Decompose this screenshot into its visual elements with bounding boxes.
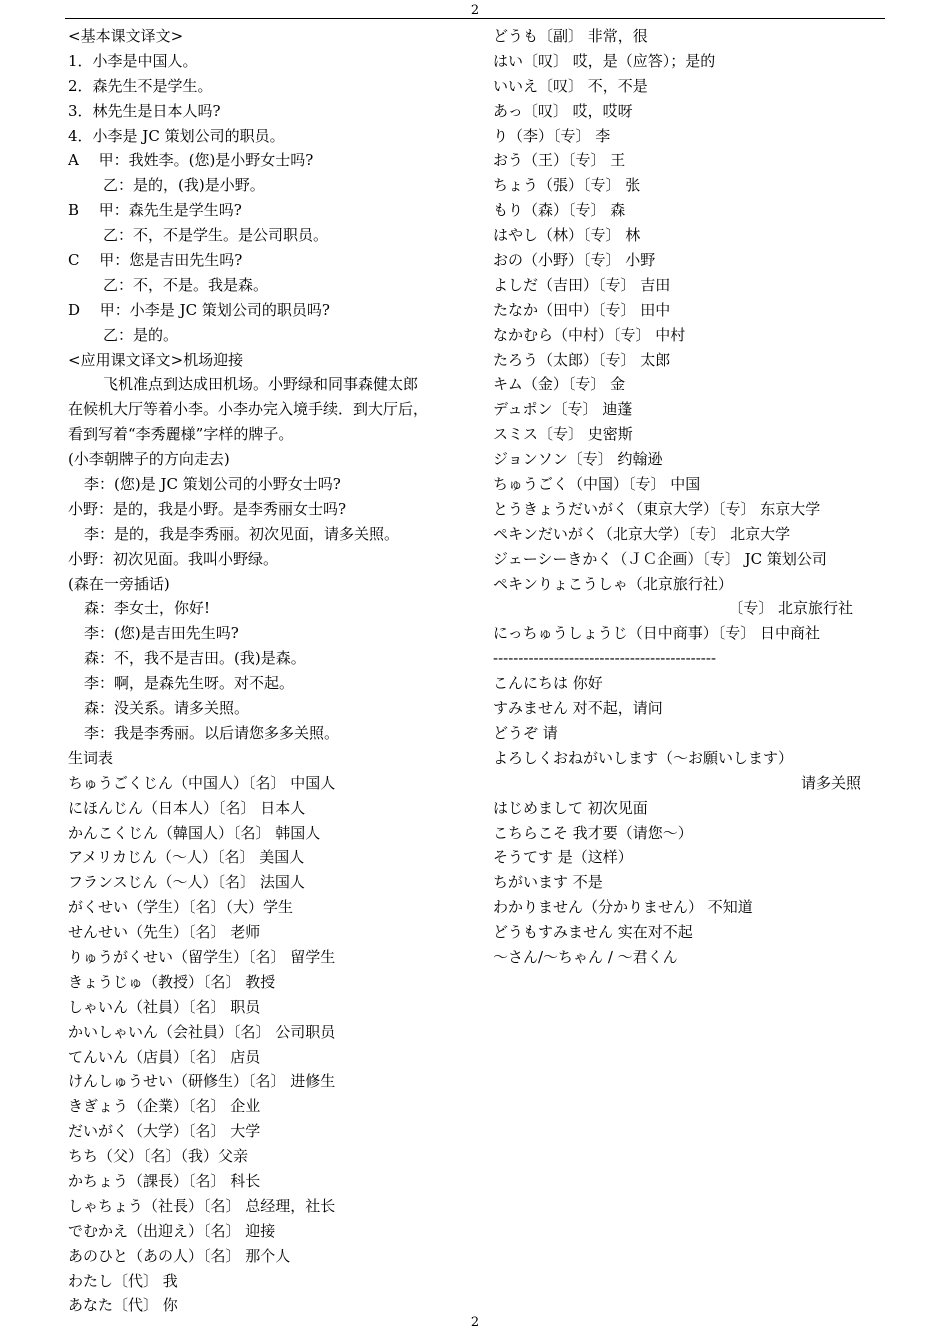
right-text-line: ジェーシーきかく（ＪＣ企画）〔专〕 JC 策划公司 bbox=[493, 549, 827, 568]
left-text-line: 李：(您)是吉田先生吗? bbox=[84, 624, 239, 643]
right-text-line: ちょう（張）〔专〕 张 bbox=[493, 176, 641, 195]
left-text-line: けんしゅうせい（研修生）〔名〕 进修生 bbox=[68, 1072, 336, 1091]
right-text-line: よしだ（吉田）〔专〕 吉田 bbox=[493, 275, 671, 294]
left-text-line: フランスじん（～人）〔名〕 法国人 bbox=[68, 873, 305, 892]
left-text-line: せんせい（先生）〔名〕 老师 bbox=[68, 923, 261, 942]
right-text-line: おう（王）〔专〕 王 bbox=[493, 151, 626, 170]
left-text-line: がくせい（学生）〔名〕（大）学生 bbox=[68, 898, 294, 917]
right-text-line: そうてす 是（这样） bbox=[493, 848, 633, 867]
page-number-top: 2 bbox=[470, 3, 480, 18]
right-text-line: あっ〔叹〕 哎，哎呀 bbox=[493, 101, 633, 120]
right-text-line: スミス〔专〕 史密斯 bbox=[493, 425, 633, 444]
left-column bbox=[68, 24, 473, 1318]
left-text-line: わたし〔代〕 我 bbox=[68, 1271, 178, 1290]
right-text-line: いいえ〔叹〕 不，不是 bbox=[493, 76, 648, 95]
right-text-line: なかむら（中村）〔专〕 中村 bbox=[493, 325, 686, 344]
right-text-line: ちゅうごく（中国）〔专〕 中国 bbox=[493, 475, 701, 494]
left-text-line: かんこくじん（韓国人）〔名〕 韩国人 bbox=[68, 823, 321, 842]
left-text-line: B 甲：森先生是学生吗? bbox=[68, 201, 242, 220]
left-text-line: 1．小李是中国人。 bbox=[68, 51, 198, 70]
left-text-line: 3．林先生是日本人吗? bbox=[68, 101, 221, 120]
left-text-line: (小李朝牌子的方向走去) bbox=[68, 450, 230, 469]
left-text-line: にほんじん（日本人）〔名〕 日本人 bbox=[68, 798, 306, 817]
right-text-line: はい〔叹〕 哎，是（应答）；是的 bbox=[493, 51, 716, 70]
left-text-line: かちょう（課長）〔名〕 科长 bbox=[68, 1171, 261, 1190]
right-text-line: おの（小野）〔专〕 小野 bbox=[493, 251, 656, 270]
left-text-line: 乙：不，不是学生。是公司职员。 bbox=[103, 226, 329, 245]
left-text-line: 李：是的，我是李秀丽。初次见面，请多关照。 bbox=[84, 524, 400, 543]
left-text-line: 在候机大厅等着小李。小李办完入境手续．到大厅后， bbox=[68, 400, 429, 419]
left-text-line: C 甲：您是吉田先生吗? bbox=[68, 251, 243, 270]
right-text-line: ペキンりょこうしゃ（北京旅行社） bbox=[493, 574, 733, 593]
left-text-line: 乙：是的。 bbox=[103, 325, 179, 344]
left-text-line: 看到写着“李秀麗様”字样的牌子。 bbox=[68, 425, 294, 444]
right-text-line: キム（金）〔专〕 金 bbox=[493, 375, 626, 394]
right-text-line: ～さん/～ちゃん / ～君くん bbox=[493, 947, 678, 966]
right-text-line: 请多关照 bbox=[800, 773, 861, 792]
left-text-line: 李：(您)是 JC 策划公司的小野女士吗? bbox=[84, 475, 341, 494]
left-text-line: 小野：是的，我是小野。是李秀丽女士吗? bbox=[68, 499, 347, 518]
left-text-line: だいがく（大学）〔名〕 大学 bbox=[68, 1122, 261, 1141]
right-text-line: どうもすみません 实在对不起 bbox=[493, 923, 693, 942]
left-text-line: 李：啊，是森先生呀。对不起。 bbox=[84, 674, 295, 693]
right-text-line: り（李）〔专〕 李 bbox=[493, 126, 611, 145]
right-text-line: もり（森）〔专〕 森 bbox=[493, 201, 626, 220]
right-text-line: すみません 对不起，请问 bbox=[493, 699, 663, 718]
right-text-line: どうも〔副〕 非常，很 bbox=[493, 27, 648, 45]
left-text-line: <应用课文译文>机场迎接 bbox=[68, 350, 244, 369]
right-text-line: 〔专〕 北京旅行社 bbox=[728, 599, 853, 618]
left-text-line: りゅうがくせい（留学生）〔名〕 留学生 bbox=[68, 947, 336, 966]
left-text-line: <基本课文译文> bbox=[68, 27, 184, 45]
right-text-line: こんにちは 你好 bbox=[493, 674, 603, 693]
left-text-line: ちち（父）〔名〕（我）父亲 bbox=[68, 1147, 249, 1166]
left-text-line: てんいん（店員）〔名〕 店员 bbox=[68, 1047, 261, 1066]
header-rule bbox=[65, 18, 885, 19]
left-text-line: きぎょう（企業）〔名〕 企业 bbox=[68, 1097, 261, 1116]
left-text-line: 森：不，我不是吉田。(我)是森。 bbox=[84, 649, 306, 668]
right-text-line: とうきょうだいがく（東京大学）〔专〕 东京大学 bbox=[493, 499, 821, 518]
right-text-line: たろう（太郎）〔专〕 太郎 bbox=[493, 350, 671, 369]
left-text-line: 小野：初次见面。我叫小野绿。 bbox=[68, 549, 279, 568]
left-text-line: 乙：不，不是。我是森。 bbox=[103, 275, 269, 294]
right-text-line: にっちゅうしょうじ（日中商事）〔专〕 日中商社 bbox=[493, 624, 820, 643]
left-text-line: D 甲：小李是 JC 策划公司的职员吗? bbox=[68, 300, 330, 319]
left-text-line: 乙：是的，(我)是小野。 bbox=[103, 176, 265, 195]
left-text-line: (森在一旁插话) bbox=[68, 574, 170, 593]
left-text-line: かいしゃいん（会社員）〔名〕 公司职员 bbox=[68, 1022, 336, 1041]
left-text-line: 森：没关系。请多关照。 bbox=[84, 699, 250, 718]
left-text-line: 4．小李是 JC 策划公司的职员。 bbox=[68, 126, 285, 145]
right-text-line: たなか（田中）〔专〕 田中 bbox=[493, 300, 671, 319]
left-text-line: 生词表 bbox=[68, 748, 114, 767]
right-text-line: -------------------------------------------- bbox=[493, 649, 717, 668]
left-text-line: しゃいん（社員）〔名〕 职员 bbox=[68, 997, 261, 1016]
right-text-line: こちらこそ 我才要（请您～） bbox=[493, 823, 693, 842]
right-column bbox=[493, 24, 885, 970]
right-text-line: ちがいます 不是 bbox=[493, 873, 603, 892]
page-number-bottom: 2 bbox=[470, 1315, 480, 1330]
right-text-line: はやし（林）〔专〕 林 bbox=[493, 226, 641, 245]
right-text-line: はじめまして 初次见面 bbox=[493, 798, 648, 817]
left-text-line: あのひと（あの人）〔名〕 那个人 bbox=[68, 1246, 291, 1265]
left-text-line: しゃちょう（社長）〔名〕 总经理，社长 bbox=[68, 1196, 336, 1215]
left-text-line: ちゅうごくじん（中国人）〔名〕 中国人 bbox=[68, 773, 336, 792]
right-text-line: ペキンだいがく（北京大学）〔专〕 北京大学 bbox=[493, 524, 791, 543]
left-text-line: でむかえ（出迎え）〔名〕 迎接 bbox=[68, 1221, 276, 1240]
left-text-line: 森：李女士，你好! bbox=[84, 599, 211, 618]
left-text-line: あなた〔代〕 你 bbox=[68, 1296, 178, 1315]
left-text-line: きょうじゅ（教授）〔名〕 教授 bbox=[68, 972, 276, 991]
right-text-line: どうぞ 请 bbox=[493, 723, 558, 742]
right-text-line: デュポン〔专〕 迪蓬 bbox=[493, 400, 633, 419]
left-text-line: A 甲：我姓李。(您)是小野女士吗? bbox=[68, 151, 314, 170]
left-text-line: 李：我是李秀丽。以后请您多多关照。 bbox=[84, 723, 340, 742]
left-text-line: 飞机准点到达成田机场。小野绿和同事森健太郎 bbox=[103, 375, 419, 394]
left-text-line: アメリカじん（～人）〔名〕 美国人 bbox=[68, 848, 305, 867]
right-text-line: よろしくおねがいします（～お願いします） bbox=[493, 748, 794, 767]
left-text-line: 2．森先生不是学生。 bbox=[68, 76, 213, 95]
right-text-line: わかりません（分かりません） 不知道 bbox=[493, 898, 753, 917]
right-text-line: ジョンソン〔专〕 约翰逊 bbox=[493, 450, 663, 469]
